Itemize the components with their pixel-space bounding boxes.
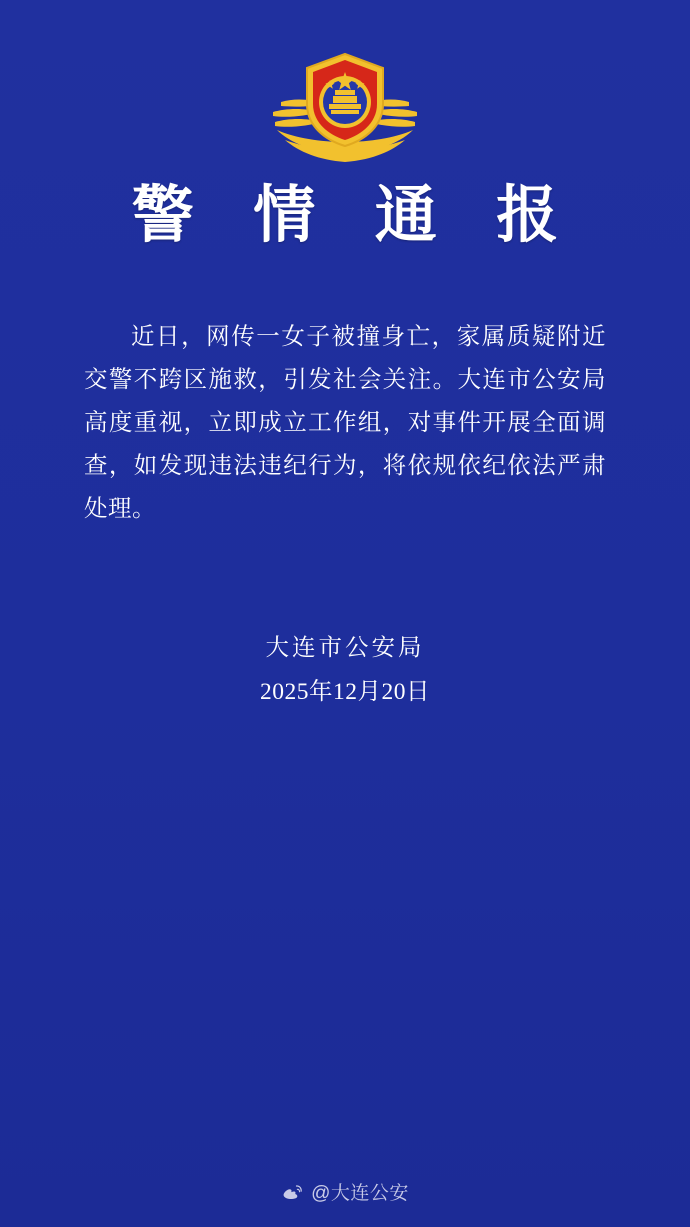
- emblem-container: [0, 46, 690, 174]
- weibo-icon: [281, 1181, 303, 1203]
- china-police-emblem-icon: [261, 46, 429, 174]
- page-title: 警 情 通 报: [131, 182, 581, 250]
- signature-date: 2025年12月20日: [260, 679, 430, 705]
- notice-body: [84, 316, 606, 531]
- signature-organization: 大连市公安局: [265, 635, 425, 661]
- footer-account-label: @大连公安: [311, 1183, 409, 1204]
- notice-paragraph: 近日，网传一女子被撞身亡，家属质疑附近交警不跨区施救，引发社会关注。大连市公安局高度重视，立即成立工作组，对事件开展全面调查，如发现违法违纪行为，将依规依纪依法严肃处理。: [84, 324, 606, 522]
- signature-block: [0, 626, 690, 714]
- footer-watermark: [0, 1178, 690, 1205]
